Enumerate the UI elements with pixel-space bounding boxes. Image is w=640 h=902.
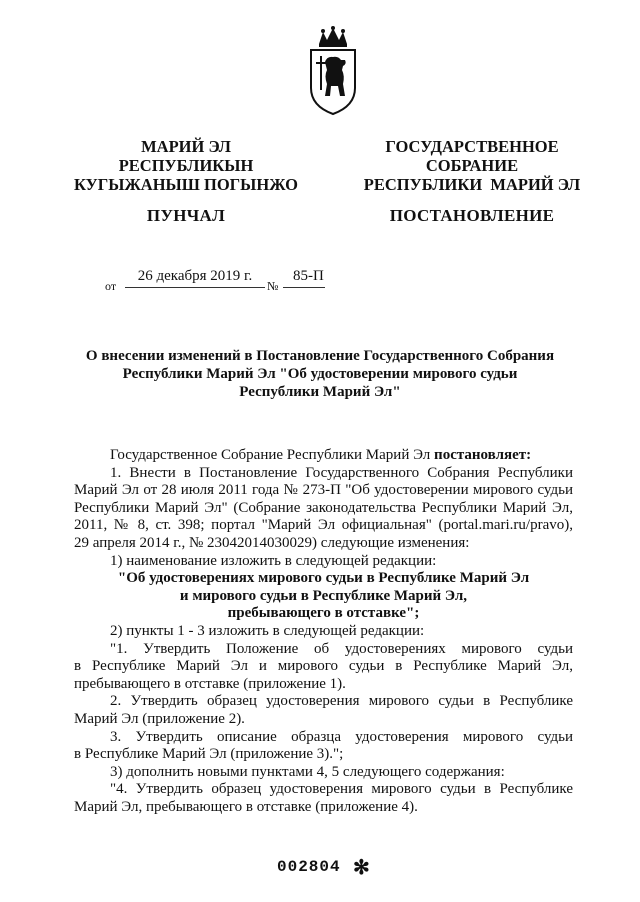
paragraph-1 [74,465,573,553]
document-number: 85-П [283,268,325,288]
pt4-line: Марий Эл, пребывающего в отставке (приложение 4). [74,798,418,815]
header-left-line: РЕСПУБЛИКЫН [118,156,254,175]
header-left-block [56,137,316,194]
p1-line: 1. Внести в Постановление Государственного Собрания Республики [110,464,573,481]
pt4-line: "4. Утвердить образец удостоверения мирового судьи в Республике [110,781,573,798]
document-date: 26 декабря 2019 г. [125,268,265,288]
doctype-left: ПУНЧАЛ [146,206,226,225]
number-sign: № [267,279,279,293]
new-title-line: пребывающего в отставке"; [227,605,420,622]
pt2-line: Марий Эл (приложение 2). [74,710,245,727]
pt3-line: в Республике Марий Эл (приложение 3)."; [74,746,344,763]
point-4 [74,781,573,816]
item-3: 3) дополнить новыми пунктами 4, 5 следующего содержания: [110,763,505,780]
new-title-line: и мирового судьи в Республике Марий Эл, [179,587,468,604]
pt2-line: 2. Утвердить образец удостоверения мирового судьи в Республике [110,693,573,710]
pt3-line: 3. Утвердить описание образца удостоверения мирового судьи [110,728,573,745]
p1-line: 29 апреля 2014 г., № 23042014030029) следующие изменения: [74,534,470,551]
coat-of-arms-bear-icon [305,26,361,116]
pt1-line: "1. Утвердить Положение об удостоверениях мирового судьи [110,640,573,657]
document-title [60,347,580,401]
header-left-line: МАРИЙ ЭЛ [141,137,231,156]
header-right-line: РЕСПУБЛИКИ МАРИЙ ЭЛ [363,175,581,194]
intro-resolves: постановляет: [434,447,532,463]
intro-text: Государственное Собрание Республики Марий Эл [110,447,435,463]
header-right-block [342,137,602,194]
asterisk-mark: ✻ [353,857,370,879]
point-1 [74,641,573,694]
doctype-right: ПОСТАНОВЛЕНИЕ [389,206,555,225]
header-right-line: ГОСУДАРСТВЕННОЕ [385,137,559,156]
p1-line: 2011, № 8, ст. 398; портал "Марий Эл официальная" (portal.mari.ru/pravo), [74,517,573,534]
header-left-line: КУГЫЖАНЫШ ПОГЫНЖО [74,175,298,194]
title-line: О внесении изменений в Постановление Государственного Собрания [85,348,555,364]
pt1-line: в Республике Марий Эл и мирового судьи в Республике Марий Эл, [74,658,573,675]
point-3 [74,729,573,764]
item-1: 1) наименование изложить в следующей редакции: [110,552,437,569]
p1-line: Республики Марий Эл" (Собрание законодательства Республики Марий Эл, [74,499,573,516]
date-prefix: от [105,279,117,293]
pt1-line: пребывающего в отставке (приложение 1). [74,675,346,692]
serial-number: 002804 [277,858,341,876]
title-line: Республики Марий Эл "Об удостоверении мирового судьи [122,366,518,382]
title-line: Республики Марий Эл" [239,384,401,400]
point-2 [74,693,573,728]
date-number-line [105,268,405,294]
item-2: 2) пункты 1 - 3 изложить в следующей редакции: [110,622,425,639]
new-title-block [74,570,573,623]
p1-line: Марий Эл от 28 июля 2011 года № 273-П "Об удостоверении мирового судьи [74,482,573,499]
document-body [74,447,573,816]
new-title-line: "Об удостоверениях мирового судьи в Республике Марий Эл [117,570,530,587]
header-right-line: СОБРАНИЕ [425,156,519,175]
intro-paragraph [74,447,573,465]
